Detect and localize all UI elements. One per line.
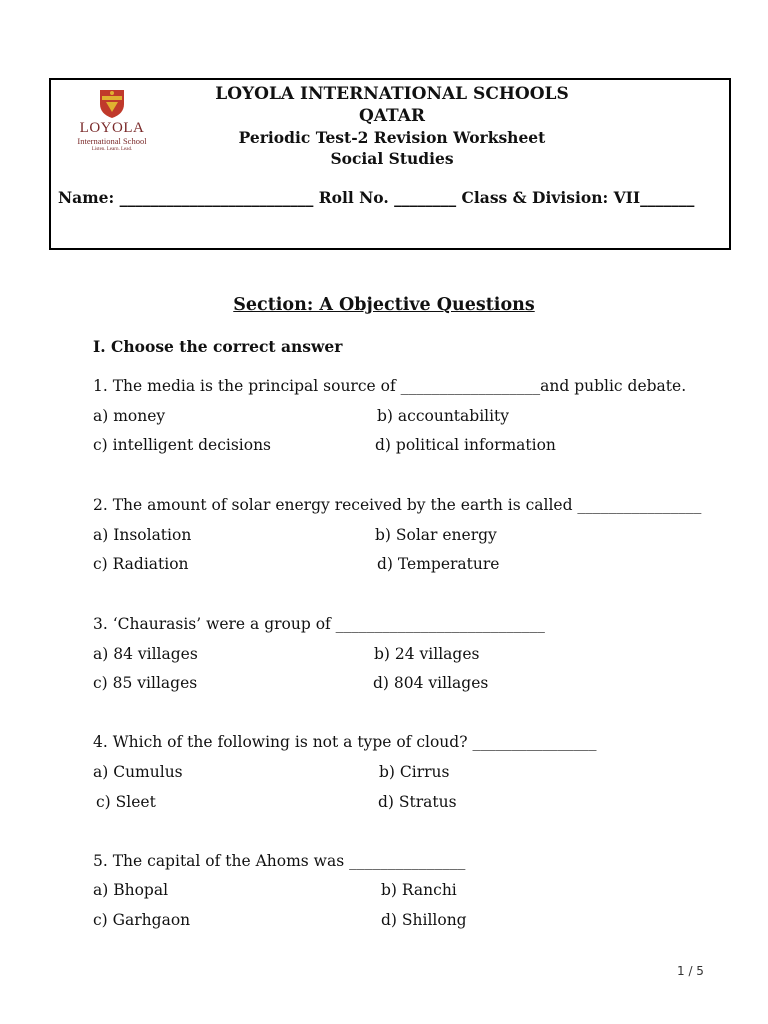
option-d: d) Stratus: [378, 793, 457, 811]
option-a: a) Insolation: [93, 526, 192, 544]
option-c: c) Garhgaon: [93, 911, 191, 929]
logo-tagline: Listen. Learn. Lead.: [91, 147, 133, 152]
option-b: b) 24 villages: [374, 645, 480, 663]
option-d: d) 804 villages: [373, 674, 489, 692]
page-number: 1 / 5: [677, 964, 704, 978]
test-title: Periodic Test-2 Revision Worksheet: [238, 128, 546, 147]
option-c: c) 85 villages: [93, 674, 198, 692]
question-5: 5. The capital of the Ahoms was _______________: [93, 852, 466, 870]
option-d: d) Temperature: [377, 555, 500, 573]
logo-subtitle: International School: [77, 136, 147, 146]
option-a: a) money: [93, 407, 166, 425]
country: QATAR: [358, 106, 426, 126]
option-b: b) Cirrus: [379, 763, 450, 781]
school-name: LOYOLA INTERNATIONAL SCHOOLS: [215, 84, 569, 104]
option-d: d) political information: [375, 436, 556, 454]
question-1: 1. The media is the principal source of __________________and public debate.: [93, 377, 687, 395]
instruction: I. Choose the correct answer: [93, 337, 343, 356]
option-b: b) Solar energy: [375, 526, 497, 544]
option-c: c) Sleet: [96, 793, 156, 811]
option-c: c) Radiation: [93, 555, 189, 573]
option-b: b) Ranchi: [381, 881, 457, 899]
section-title: Section: A Objective Questions: [233, 295, 535, 315]
header-box: [49, 78, 731, 250]
student-fields-line: Name: _________________________ Roll No. ________ Class & Division: VII_______: [58, 188, 695, 207]
option-c: c) intelligent decisions: [93, 436, 272, 454]
logo-name: LOYOLA: [79, 120, 145, 136]
option-a: a) Bhopal: [93, 881, 169, 899]
question-3: 3. ‘Chaurasis’ were a group of ___________________________: [93, 615, 545, 633]
question-4: 4. Which of the following is not a type of cloud? ________________: [93, 733, 597, 751]
question-2: 2. The amount of solar energy received by the earth is called ________________: [93, 496, 702, 514]
subject: Social Studies: [330, 149, 454, 168]
option-b: b) accountability: [377, 407, 510, 425]
option-d: d) Shillong: [381, 911, 467, 929]
option-a: a) Cumulus: [93, 763, 183, 781]
option-a: a) 84 villages: [93, 645, 198, 663]
